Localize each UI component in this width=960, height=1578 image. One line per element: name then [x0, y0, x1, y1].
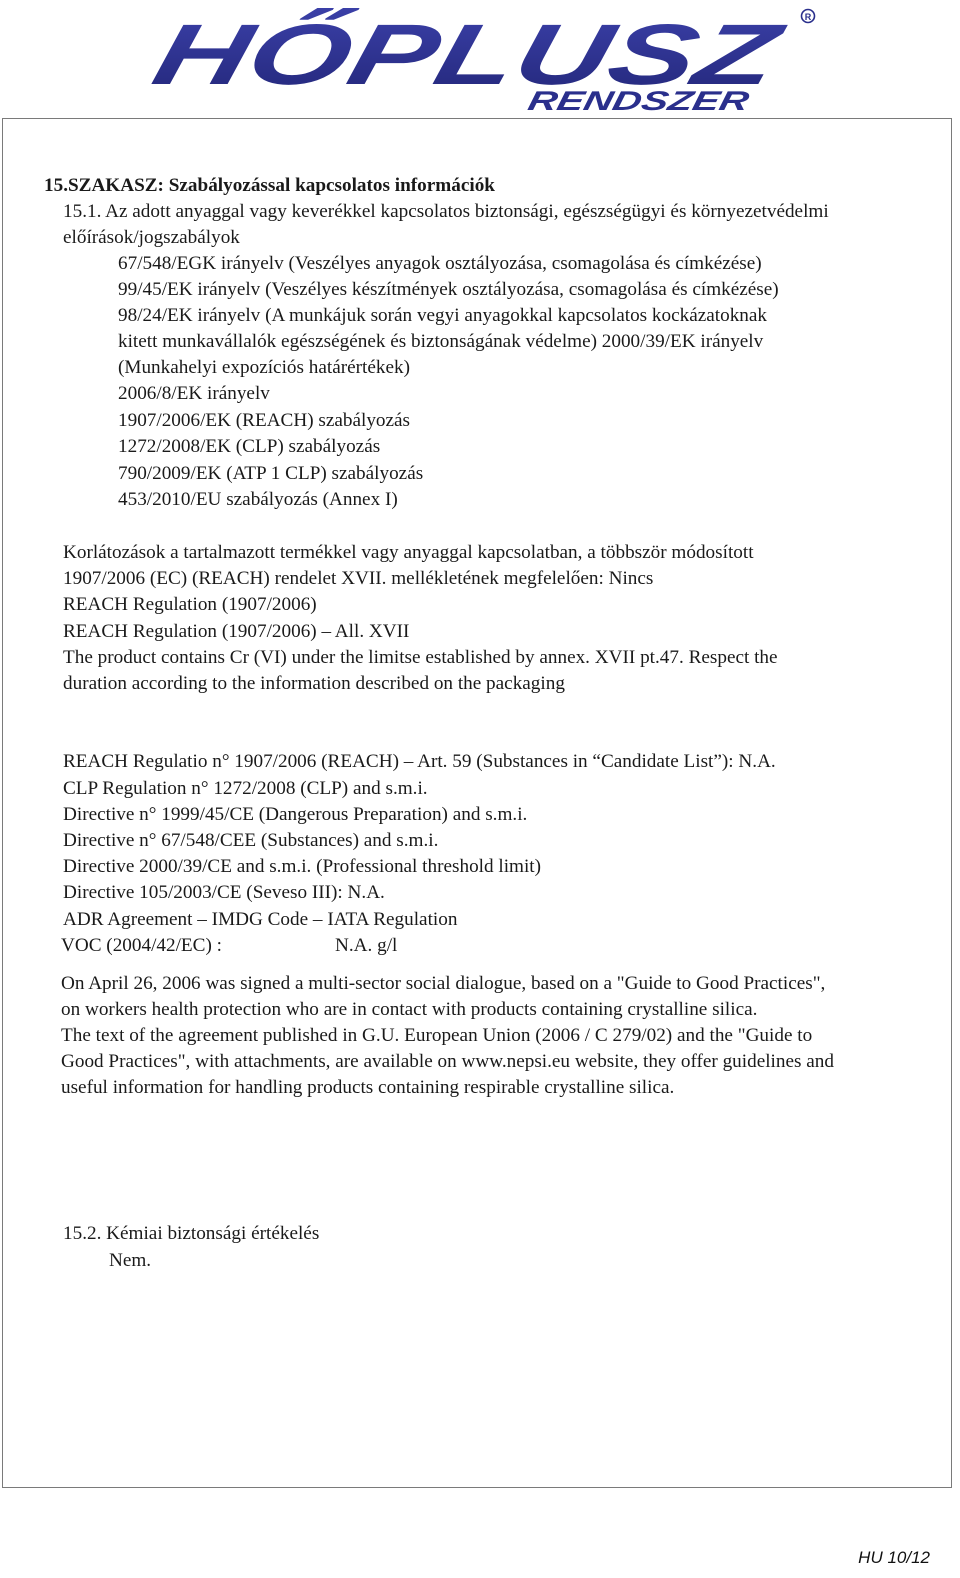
- subsection-15-2-value: Nem.: [109, 1250, 152, 1271]
- subsection-15-1-title: 15.1. Az adott anyaggal vagy keverékkel kapcsolatos biztonsági, egészségügyi és környezetvédelmi: [63, 201, 829, 222]
- regulation-line: REACH Regulatio n° 1907/2006 (REACH) – Art. 59 (Substances in “Candidate List”): N.A.: [63, 751, 776, 772]
- section-heading: 15.SZAKASZ: Szabályozással kapcsolatos információk: [44, 175, 495, 196]
- reg-line: 2006/8/EK irányelv: [118, 383, 270, 404]
- regulation-line: Directive n° 1999/45/CE (Dangerous Preparation) and s.m.i.: [63, 804, 528, 825]
- silica-paragraph-line: The text of the agreement published in G.U. European Union (2006 / C 279/02) and the "Guide to: [61, 1025, 813, 1046]
- page-number: HU 10/12: [858, 1548, 930, 1567]
- silica-paragraph-line: On April 26, 2006 was signed a multi-sector social dialogue, based on a "Guide to Good Practices",: [61, 973, 826, 994]
- reg-line: 98/24/EK irányelv (A munkájuk során vegyi anyagokkal kapcsolatos kockázatoknak: [118, 305, 768, 326]
- reg-line: (Munkahelyi expozíciós határértékek): [118, 357, 410, 378]
- subsection-15-2-title: 15.2. Kémiai biztonsági értékelés: [63, 1223, 320, 1244]
- restriction-line: Korlátozások a tartalmazott termékkel vagy anyaggal kapcsolatban, a többször módosított: [63, 542, 754, 563]
- reg-line: 99/45/EK irányelv (Veszélyes készítmények osztályozása, csomagolása és címkézése): [118, 279, 779, 300]
- restriction-line: The product contains Cr (VI) under the limitse established by annex. XVII pt.47. Respect the: [63, 647, 778, 668]
- voc-label: VOC (2004/42/EC) :: [61, 935, 222, 956]
- restriction-line: duration according to the information described on the packaging: [63, 673, 565, 694]
- silica-paragraph-line: on workers health protection who are in contact with products containing crystalline silica.: [61, 999, 758, 1020]
- registered-mark-letter: R: [804, 12, 812, 22]
- regulation-line: ADR Agreement – IMDG Code – IATA Regulation: [63, 909, 458, 930]
- reg-line: 67/548/EGK irányelv (Veszélyes anyagok osztályozása, csomagolása és címkézése): [118, 253, 762, 274]
- logo-subtitle: RENDSZER: [525, 85, 681, 116]
- logo-wordmark: HŐPLUSZ: [144, 6, 580, 103]
- logo-graphic: [0, 0, 960, 118]
- restriction-line: 1907/2006 (EC) (REACH) rendelet XVII. mellékletének megfelelően: Nincs: [63, 568, 654, 589]
- regulation-line: Directive 105/2003/CE (Seveso III): N.A.: [63, 882, 385, 903]
- regulation-line: CLP Regulation n° 1272/2008 (CLP) and s.m.i.: [63, 778, 428, 799]
- reg-line: 790/2009/EK (ATP 1 CLP) szabályozás: [118, 463, 424, 484]
- silica-paragraph-line: Good Practices", with attachments, are available on www.nepsi.eu website, they offer guidelines and: [61, 1051, 834, 1072]
- subsection-15-1-title-cont: előírások/jogszabályok: [63, 227, 240, 248]
- reg-line: kitett munkavállalók egészségének és biztonságának védelme) 2000/39/EK irányelv: [118, 331, 764, 352]
- silica-paragraph-line: useful information for handling products containing respirable crystalline silica.: [61, 1077, 675, 1098]
- reg-line: 453/2010/EU szabályozás (Annex I): [118, 489, 398, 510]
- reg-line: 1272/2008/EK (CLP) szabályozás: [118, 436, 381, 457]
- reg-line: 1907/2006/EK (REACH) szabályozás: [118, 410, 411, 431]
- company-logo: [0, 0, 960, 118]
- restriction-line: REACH Regulation (1907/2006): [63, 594, 317, 615]
- regulation-line: Directive n° 67/548/CEE (Substances) and s.m.i.: [63, 830, 439, 851]
- regulation-line: Directive 2000/39/CE and s.m.i. (Professional threshold limit): [63, 856, 542, 877]
- voc-value: N.A. g/l: [335, 935, 398, 956]
- restriction-line: REACH Regulation (1907/2006) – All. XVII: [63, 621, 410, 642]
